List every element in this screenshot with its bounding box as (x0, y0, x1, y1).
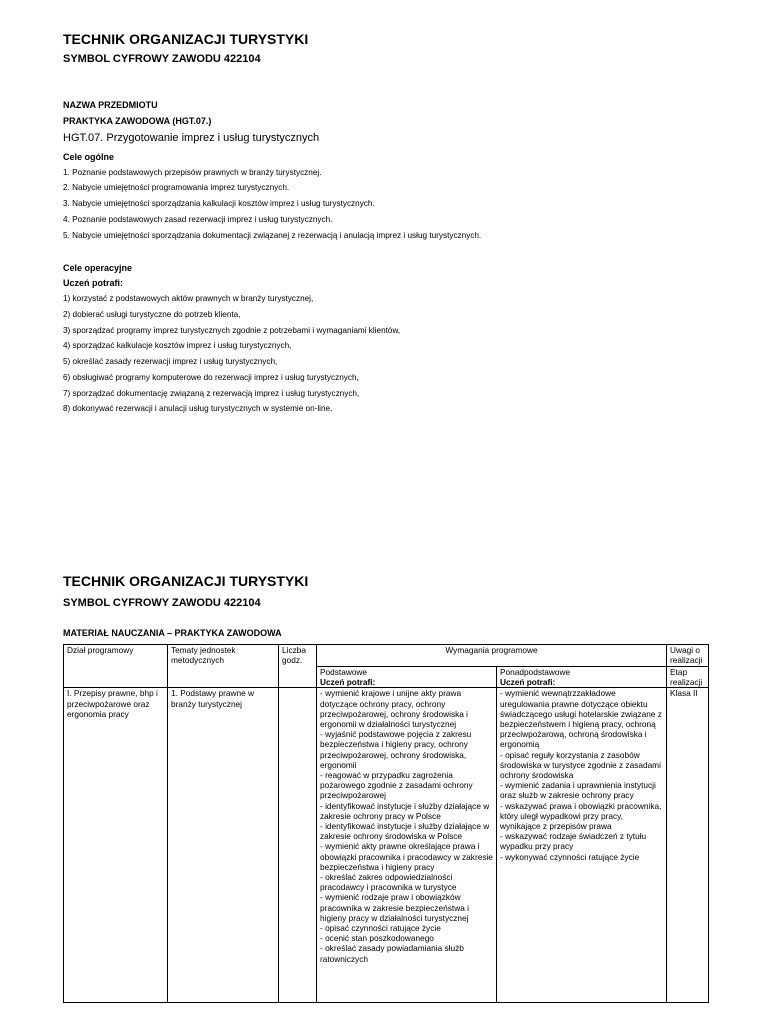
cell-podstawowe (317, 688, 497, 1003)
requirement-item: - wymienić wewnątrzzakładowe uregulowania prawne dotyczące obiektu świadczącego usługi hotelarskie związane z bezpieczeństwem i higieną pracy, ochroną przeciwpożarową, ochroną środowiska i ergonomią (500, 688, 662, 750)
operational-goals-heading: Cele operacyjne (63, 263, 133, 273)
operational-goal-item: 2) dobierać usługi turystyczne do potrzeb klienta, (63, 310, 241, 319)
requirement-item: - wskazywać rodzaje świadczeń z tytułu wypadku przy pracy (500, 831, 647, 852)
podstawowe-label: Podstawowe (320, 667, 368, 677)
subject-name-label: NAZWA PRZEDMIOTU (63, 100, 158, 110)
operational-goal-item: 3) sporządzać programy imprez turystycznych zgodnie z potrzebami i wymaganiami klientów, (63, 326, 401, 335)
requirement-item: - określać zakres odpowiedzialności pracodawcy i pracownika w turystyce (320, 872, 457, 893)
occupation-symbol: SYMBOL CYFROWY ZAWODU 422104 (63, 53, 261, 65)
header-wymagania: Wymagania programowe (317, 645, 667, 667)
operational-goal-item: 4) sporządzać kalkulacje kosztów imprez i usług turystycznych, (63, 341, 292, 350)
header-liczba: Liczba godz. (279, 645, 317, 688)
operational-goal-item: 1) korzystać z podstawowych aktów prawnych w branży turystycznej, (63, 294, 314, 303)
header-podstawowe (317, 667, 497, 688)
header-ponadpodstawowe (497, 667, 667, 688)
uczen-potrafi-label: Uczeń potrafi: (320, 677, 376, 688)
requirement-item: - wymienić zadania i uprawnienia instytucji oraz służb w zakresie ochrony pracy (500, 780, 656, 801)
general-goal-item: 3. Nabycie umiejętności sporządzania kalkulacji kosztów imprez i usług turystycznych. (63, 199, 375, 208)
requirement-item: - identyfikować instytucje i służby działające w zakresie ochrony środowiska w Polsce (320, 821, 490, 842)
operational-goal-item: 8) dokonywać rezerwacji i anulacji usług turystycznych w systemie on-line. (63, 404, 333, 413)
requirement-item: - reagować w przypadku zagrożenia pożarowego zgodnie z zasadami ochrony przeciwpożarowej (320, 770, 473, 801)
requirement-item: - identyfikować instytucje i służby działające w zakresie ochrony pracy w Polsce (320, 800, 490, 821)
requirement-item: - wykonywać czynności ratujące życie (500, 851, 640, 862)
operational-goal-item: 7) sporządzać dokumentację związaną z rezerwacją imprez i usług turystycznych, (63, 389, 360, 398)
operational-goal-item: 5) określać zasady rezerwacji imprez i usług turystycznych, (63, 357, 278, 366)
cell-ponadpodstawowe (497, 688, 667, 1003)
teaching-material-heading: MATERIAŁ NAUCZANIA – PRAKTYKA ZAWODOWA (63, 628, 282, 638)
general-goal-item: 5. Nabycie umiejętności sporządzania dokumentacji związanej z rezerwacją i anulacją imprez i usług turystycznych. (63, 231, 482, 240)
curriculum-table (63, 644, 709, 1003)
cell-liczba (279, 688, 317, 1003)
header-dzial: Dział programowy (64, 645, 168, 688)
header-uwagi: Uwagi o realizacji (667, 645, 709, 667)
requirement-item: - wymienić akty prawne określające prawa i obowiązki pracownika i pracodawcy w zakresie bezpieczeństwa i higieny pracy (320, 841, 493, 872)
cell-dzial: I. Przepisy prawne, bhp i przeciwpożarowe oraz ergonomia pracy (64, 688, 168, 1003)
general-goals-heading: Cele ogólne (63, 152, 115, 162)
requirement-item: - wymienić rodzaje praw i obowiązków pracownika w zakresie bezpieczeństwa i higieny pracy w działalności turystycznej (320, 892, 469, 923)
table-row (64, 688, 709, 1003)
uczen-potrafi-label: Uczeń potrafi: (500, 677, 556, 688)
cell-etap: Klasa II (667, 688, 709, 1003)
subject-title: PRAKTYKA ZAWODOWA (HGT.07.) (63, 116, 212, 126)
requirement-item: - określać zasady powiadamiania służb ratowniczych (320, 943, 464, 964)
operational-goal-item: 6) obsługiwać programy komputerowe do rezerwacji imprez i usług turystycznych, (63, 373, 359, 382)
requirement-item: - opisać czynności ratujące życie (320, 923, 441, 934)
requirement-item: - wymienić krajowe i unijne akty prawa dotyczące ochrony pracy, ochrony przeciwpożarowej, ochrony środowiska i ergonomii w działalności turystycznej (320, 688, 469, 730)
general-goal-item: 2. Nabycie umiejętności programowania imprez turystycznych. (63, 183, 290, 192)
qualification-line: HGT.07. Przygotowanie imprez i usług turystycznych (63, 132, 320, 144)
page-title: TECHNIK ORGANIZACJI TURYSTYKI (63, 31, 309, 47)
general-goal-item: 1. Poznanie podstawowych przepisów prawnych w branży turystycznej. (63, 168, 322, 177)
general-goal-item: 4. Poznanie podstawowych zasad rezerwacji imprez i usług turystycznych. (63, 215, 333, 224)
page-title: TECHNIK ORGANIZACJI TURYSTYKI (63, 573, 309, 589)
requirement-item: - ocenić stan poszkodowanego (320, 933, 434, 944)
requirement-item: - opisać reguły korzystania z zasobów środowiska w turystyce zgodnie z zasadami ochrony środowiska (500, 749, 661, 781)
header-etap: Etap realizacji (667, 667, 709, 688)
requirement-item: - wyjaśnić podstawowe pojęcia z zakresu bezpieczeństwa i higieny pracy, ochrony przeciwpożarowej, ochrony środowiska, ergonomii (320, 729, 472, 770)
cell-temat: 1. Podstawy prawne w branży turystycznej (168, 688, 279, 1003)
student-can-label: Uczeń potrafi: (63, 278, 124, 288)
ponadpodstawowe-label: Ponadpodstawowe (500, 667, 571, 677)
requirement-item: - wskazywać prawa i obowiązki pracownika, który uległ wypadkowi przy pracy, wynikające z przepisów prawa (500, 800, 662, 832)
occupation-symbol: SYMBOL CYFROWY ZAWODU 422104 (63, 597, 261, 609)
header-tematy: Tematy jednostek metodycznych (168, 645, 279, 688)
table-header-row (64, 645, 709, 667)
